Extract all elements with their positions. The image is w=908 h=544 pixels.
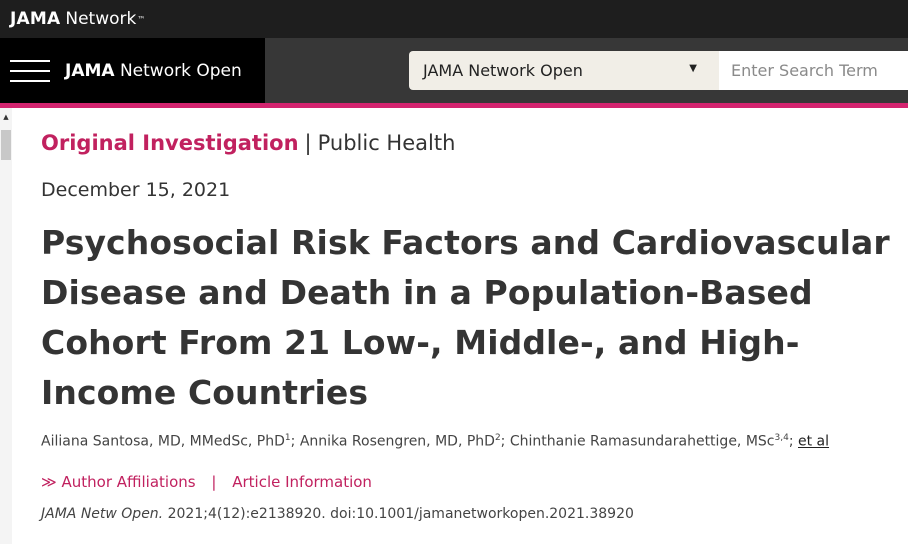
author-name[interactable]: Ailiana Santosa, MD, MMedSc, PhD [41,433,285,450]
search-scope-value: JAMA Network Open [423,61,583,80]
category-separator: | [304,131,312,155]
author-affiliation-number: 1 [284,433,291,443]
scroll-thumb[interactable] [1,130,11,160]
author-affiliations-link[interactable]: Author Affiliations [61,473,196,491]
article-topic-link[interactable]: Public Health [317,131,456,155]
journal-title-light: Network Open [119,60,242,81]
citation [41,506,634,522]
menu-icon[interactable] [10,58,50,84]
article-info-links [41,473,372,491]
double-chevron-right-icon: ≫ [41,473,57,491]
jama-logo[interactable]: JAMA [10,9,61,29]
author-list: Ailiana Santosa, MD, MMedSc, PhD$^1$; Annika Rosengren, MD, PhD$^2$; Chinthanie Ramasundarahettige, MSc$^{3,4}$; et al [41,433,830,450]
journal-nav-left [0,38,265,103]
author-affiliation-number: 2 [494,433,501,443]
et-al-link[interactable]: et al [798,433,830,450]
links-separator: | [211,473,217,491]
scroll-up-arrow-icon[interactable]: ▲ [3,113,9,121]
journal-title-strong: JAMA [65,60,115,81]
accent-divider [0,103,908,108]
search-input[interactable] [719,51,908,90]
author-name[interactable]: Chinthanie Ramasundarahettige, MSc [509,433,775,450]
publication-date: December 15, 2021 [41,179,231,201]
author-affiliation-number: 3,4 [774,433,789,443]
citation-details: 2021;4(12):e2138920. doi:10.1001/jamanetworkopen.2021.38920 [167,506,634,522]
search-scope-select[interactable] [409,51,719,90]
citation-journal: JAMA Netw Open. [41,506,164,522]
journal-navbar [0,38,908,103]
article-information-link[interactable]: Article Information [232,473,372,491]
trademark-mark: ™ [137,14,146,24]
network-logo-text[interactable]: Network [65,9,137,29]
author-name[interactable]: Annika Rosengren, MD, PhD [299,433,495,450]
page-scrollbar[interactable] [0,108,12,544]
top-brand-bar [0,0,908,38]
article-title: Psychosocial Risk Factors and Cardiovascular Disease and Death in a Population-Based Cohort From 21 Low-, Middle-, and High-Income Countries [41,223,890,412]
article-type-link[interactable]: Original Investigation [41,131,299,155]
journal-title-link[interactable] [65,61,242,81]
article-category [41,131,455,155]
caret-down-icon: ▼ [689,63,697,74]
